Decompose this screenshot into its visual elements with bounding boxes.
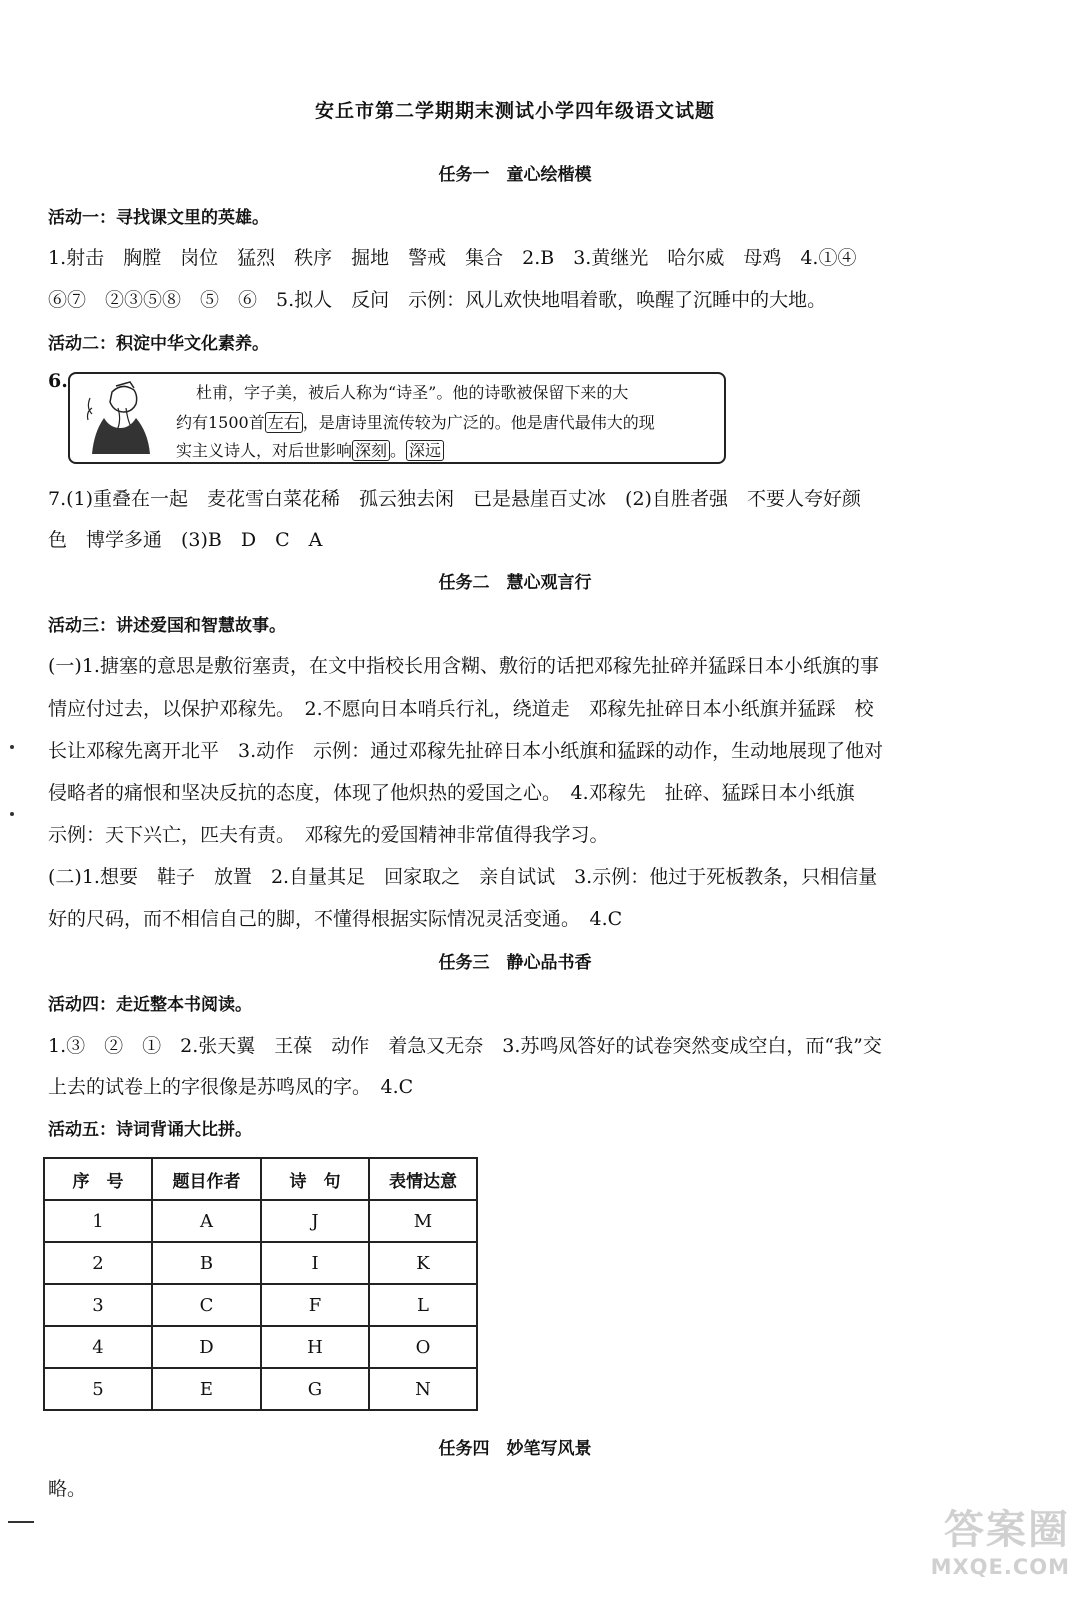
- task-two-heading: 任务二 慧心观言行: [438, 573, 592, 593]
- table-cell: L: [369, 1284, 477, 1326]
- task-four-answer: 略。: [48, 1478, 87, 1500]
- table-cell: H: [261, 1326, 369, 1368]
- margin-mark: [10, 745, 14, 749]
- watermark: [880, 1498, 1070, 1579]
- activity-one-answer-line: 1.射击 胸膛 岗位 猛烈 秩序 掘地 警戒 集合 2.B 3.黄继光 哈尔威 母鸡 4.①④: [48, 247, 857, 269]
- activity-four-heading: 活动四：走近整本书阅读。: [48, 995, 252, 1015]
- table-cell: B: [152, 1242, 261, 1284]
- activity-five-heading: 活动五：诗词背诵大比拼。: [48, 1120, 252, 1140]
- table-header-cell: 表情达意: [369, 1158, 477, 1200]
- table-header-cell: 诗 句: [261, 1158, 369, 1200]
- question-six-box-line: 杜甫，字子美，被后人称为“诗圣”。他的诗歌被保留下来的大: [196, 383, 629, 402]
- table-cell: A: [152, 1200, 261, 1242]
- corrected-word: 深远: [406, 440, 444, 461]
- table-cell: D: [152, 1326, 261, 1368]
- table-cell: K: [369, 1242, 477, 1284]
- task-three-heading: 任务三 静心品书香: [438, 953, 592, 973]
- table-cell: 3: [44, 1284, 152, 1326]
- table-cell: 4: [44, 1326, 152, 1368]
- question-six-number: 6.: [48, 370, 68, 392]
- du-fu-portrait-icon: [82, 378, 164, 458]
- activity-three-answer-line: (二)1.想要 鞋子 放置 2.自量其足 回家取之 亲自试试 3.示例：他过于死板教条，只相信量: [48, 866, 878, 888]
- activity-three-answer-line: 长让邓稼先离开北平 3.动作 示例：通过邓稼先扯碎日本小纸旗和猛踩的动作，生动地展现了他对: [48, 740, 884, 762]
- page-title: 安丘市第二学期期末测试小学四年级语文试题: [314, 100, 715, 122]
- table-header-cell: 序 号: [44, 1158, 152, 1200]
- activity-one-heading: 活动一：寻找课文里的英雄。: [48, 208, 269, 228]
- watermark-logo-text: 答案圈: [944, 1507, 1070, 1553]
- activity-four-answer-line: 1.③ ② ① 2.张天翼 王葆 动作 着急又无奈 3.苏鸣凤答好的试卷突然变成空白，而“我”交: [48, 1035, 882, 1057]
- poetry-matching-table: [43, 1157, 478, 1411]
- table-cell: O: [369, 1326, 477, 1368]
- margin-rule: [8, 1521, 34, 1523]
- task-four-heading: 任务四 妙笔写风景: [438, 1439, 592, 1459]
- table-cell: 5: [44, 1368, 152, 1410]
- margin-mark: [10, 812, 14, 816]
- corrected-word: 左右: [265, 412, 303, 433]
- table-cell: 2: [44, 1242, 152, 1284]
- watermark-url: MXQE.COM: [930, 1555, 1070, 1579]
- activity-three-answer-line: 侵略者的痛恨和坚决反抗的态度，体现了他炽热的爱国之心。 4.邓稼先 扯碎、猛踩日本小纸旗: [48, 782, 855, 804]
- table-row: [44, 1368, 477, 1410]
- corrected-word: 深刻: [352, 440, 390, 461]
- table-cell: E: [152, 1368, 261, 1410]
- box-text: 。: [390, 441, 407, 460]
- table-header-cell: 题目作者: [152, 1158, 261, 1200]
- activity-two-answer-line: 色 博学多通 (3)B D C A: [48, 529, 323, 551]
- table-cell: N: [369, 1368, 477, 1410]
- table-row: [44, 1200, 477, 1242]
- question-six-box-line: [176, 438, 444, 461]
- activity-two-heading: 活动二：积淀中华文化素养。: [48, 334, 269, 354]
- table-row: [44, 1326, 477, 1368]
- activity-two-answer-line: 7.(1)重叠在一起 麦花雪白菜花稀 孤云独去闲 已是悬崖百丈冰 (2)自胜者强 不要人夸好颜: [48, 488, 861, 510]
- table-cell: G: [261, 1368, 369, 1410]
- table-cell: F: [261, 1284, 369, 1326]
- box-text: ，是唐诗里流传较为广泛的。他是唐代最伟大的现: [302, 413, 655, 432]
- box-text: 实主义诗人，对后世影响: [176, 441, 353, 460]
- table-header-row: [44, 1158, 477, 1200]
- table-cell: I: [261, 1242, 369, 1284]
- table-cell: J: [261, 1200, 369, 1242]
- task-one-heading: 任务一 童心绘楷模: [438, 165, 592, 185]
- activity-three-heading: 活动三：讲述爱国和智慧故事。: [48, 616, 286, 636]
- activity-three-answer-line: (一)1.搪塞的意思是敷衍塞责，在文中指校长用含糊、敷衍的话把邓稼先扯碎并猛踩日本小纸旗的事: [48, 655, 879, 677]
- activity-one-answer-line: ⑥⑦ ②③⑤⑧ ⑤ ⑥ 5.拟人 反问 示例：风儿欢快地唱着歌，唤醒了沉睡中的大地。: [48, 289, 827, 311]
- activity-three-answer-line: 情应付过去，以保护邓稼先。 2.不愿向日本哨兵行礼，绕道走 邓稼先扯碎日本小纸旗并猛踩 校: [48, 698, 874, 720]
- table-cell: M: [369, 1200, 477, 1242]
- table-cell: C: [152, 1284, 261, 1326]
- activity-three-answer-line: 好的尺码，而不相信自己的脚，不懂得根据实际情况灵活变通。 4.C: [48, 908, 623, 930]
- activity-four-answer-line: 上去的试卷上的字很像是苏鸣凤的字。 4.C: [48, 1076, 414, 1098]
- question-six-box-line: [176, 410, 655, 433]
- table-row: [44, 1242, 477, 1284]
- table-row: [44, 1284, 477, 1326]
- table-cell: 1: [44, 1200, 152, 1242]
- activity-three-answer-line: 示例：天下兴亡，匹夫有责。 邓稼先的爱国精神非常值得我学习。: [48, 824, 609, 846]
- box-text: 约有1500首: [176, 413, 265, 432]
